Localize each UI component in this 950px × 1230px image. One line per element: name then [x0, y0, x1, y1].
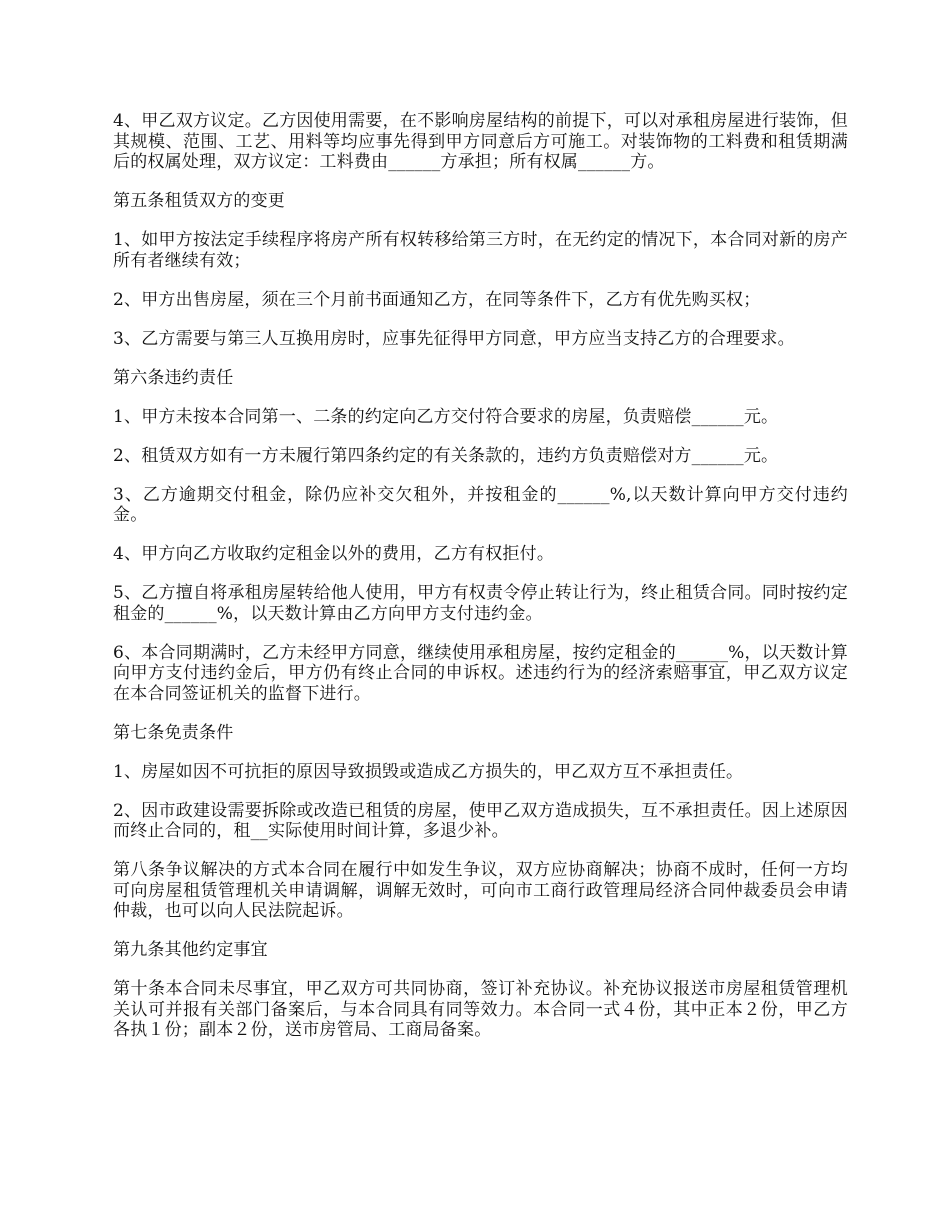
article-6-item-3: 3、乙方逾期交付租金，除仍应补交欠租外，并按租金的______%,以天数计算向甲方交付违约金。 [113, 484, 848, 525]
article-6-item-1: 1、甲方未按本合同第一、二条的约定向乙方交付符合要求的房屋，负责赔偿______元。 [113, 406, 779, 427]
document-body [113, 111, 848, 1059]
clause-4-decoration: 4、甲乙双方议定。乙方因使用需要，在不影响房屋结构的前提下，可以对承租房屋进行装饰，但其规模、范围、工艺、用料等均应事先得到甲方同意后方可施工。对装饰物的工料费和租赁期满后的权属处理，双方议定：工料费由______方承担；所有权属______方。 [113, 111, 848, 172]
article-7-item-1: 1、房屋如因不可抗拒的原因导致损毁或造成乙方损失的，甲乙双方互不承担责任。 [113, 761, 744, 782]
article-5-item-3: 3、乙方需要与第三人互换用房时，应事先征得甲方同意，甲方应当支持乙方的合理要求。 [113, 328, 795, 349]
article-6-item-4: 4、甲方向乙方收取约定租金以外的费用，乙方有权拒付。 [113, 544, 555, 564]
article-5-item-1: 1、如甲方按法定手续程序将房产所有权转移给第三方时，在无约定的情况下，本合同对新的房产所有者继续有效； [113, 230, 848, 271]
article-7-item-2: 2、因市政建设需要拆除或改造已租赁的房屋，使甲乙双方造成损失，互不承担责任。因上述原因而终止合同的，租__实际使用时间计算，多退少补。 [113, 800, 848, 841]
article-10-supplementary: 第十条本合同未尽事宜，甲乙双方可共同协商，签订补充协议。补充协议报送市房屋租赁管理机关认可并报有关部门备案后，与本合同具有同等效力。本合同一式４份，其中正本２份，甲乙方各执１份；副本２份，送市房管局、工商局备案。 [113, 979, 848, 1040]
article-6-item-5: 5、乙方擅自将承租房屋转给他人使用，甲方有权责令停止转让行为，终止租赁合同。同时按约定租金的______%，以天数计算由乙方向甲方支付违约金。 [113, 583, 848, 624]
article-8-dispute-resolution: 第八条争议解决的方式本合同在履行中如发生争议，双方应协商解决；协商不成时，任何一方均可向房屋租赁管理机关申请调解，调解无效时，可向市工商行政管理局经济合同仲裁委员会申请仲裁，也可以向人民法院起诉。 [113, 860, 848, 921]
article-9-heading: 第九条其他约定事宜 [113, 940, 268, 960]
article-7-heading: 第七条免责条件 [113, 722, 234, 743]
article-6-item-6: 6、本合同期满时，乙方未经甲方同意，继续使用承租房屋，按约定租金的______%，以天数计算向甲方支付违约金后，甲方仍有终止合同的申诉权。述违约行为的经济索赔事宜，甲乙双方议定在本合同签证机关的监督下进行。 [113, 642, 848, 704]
article-5-heading: 第五条租赁双方的变更 [113, 191, 285, 211]
article-5-item-2: 2、甲方出售房屋，须在三个月前书面通知乙方，在同等条件下，乙方有优先购买权； [113, 289, 761, 310]
article-6-item-2: 2、租赁双方如有一方未履行第四条约定的有关条款的，违约方负责赔偿对方______元。 [113, 445, 779, 466]
article-6-heading: 第六条违约责任 [113, 367, 234, 388]
